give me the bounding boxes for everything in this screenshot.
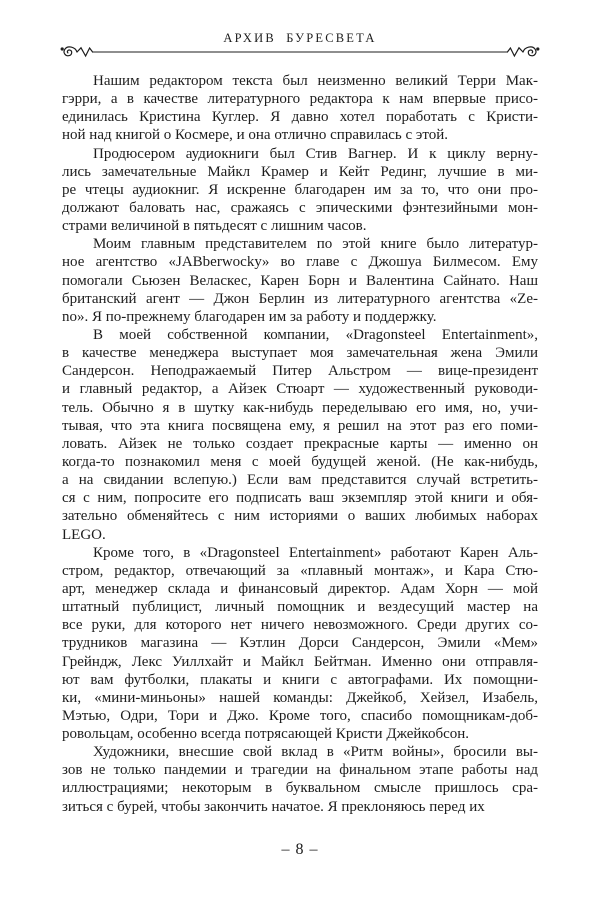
text-line: ся с ним, попросите его подписать ваш экземпляр этой книги и обя- <box>62 490 538 507</box>
text-line: ре чтецы аудиокниг. Я искренне благодарен им за то, что они про- <box>62 181 538 198</box>
scroll-flourish-icon <box>507 47 539 56</box>
text-line: В моей собственной компании, «Dragonsteel Entertainment», <box>93 326 538 343</box>
paragraph <box>62 326 538 544</box>
text-line: Кроме того, в «Dragonsteel Entertainment» работают Карен Аль- <box>93 544 538 561</box>
paragraph <box>62 145 538 236</box>
text-line: Грейндж, Лекс Уиллхайт и Майкл Бейтман. Именно они отправля- <box>62 653 538 670</box>
paragraph <box>62 235 538 326</box>
text-line: и главный редактор, а Айзек Стюарт — художественный руководи- <box>62 381 538 398</box>
text-line: страми величиной в пятьдесят с лишним часов. <box>62 218 367 235</box>
text-line: no». Я по-прежнему благодарен им за работу и поддержку. <box>62 308 437 325</box>
text-line: ловать. Айзек не только создает прекрасные карты — именно он <box>62 435 538 452</box>
text-line: трудников магазина — Кэтлин Дорси Сандерсон, Эмили «Мем» <box>62 635 538 652</box>
text-line: единилась Кристина Куглер. Я давно хотел поработать с Кристи- <box>62 109 538 126</box>
text-line: когда-то познакомил меня с моей будущей женой. (Не как-нибудь, <box>62 453 538 470</box>
text-line: Продюсером аудиокниги был Стив Вагнер. И к циклу верну- <box>93 145 538 162</box>
text-line: Сандерсон. Неподражаемый Питер Альстром — вице-президент <box>62 363 538 380</box>
text-line: Нашим редактором текста был неизменно великий Терри Мак- <box>93 73 538 89</box>
text-line: зов не только пандемии и трагедии на финальном этапе работы над <box>62 762 538 779</box>
page-text <box>62 72 538 816</box>
text-line: LEGO. <box>62 526 106 543</box>
scroll-flourish-icon <box>61 47 93 56</box>
text-line: Моим главным представителем по этой книге было литератур- <box>93 236 538 253</box>
running-header-title: АРХИВ БУРЕСВЕТА <box>223 31 377 45</box>
text-line: а на свидании вслепую.) Если вам представится случай встретить- <box>62 472 538 489</box>
text-line: тель. Обычно я в шутку как-нибудь переделываю его имя, но, учи- <box>62 399 538 416</box>
text-line: арт, менеджер склада и финансовый директор. Адам Хорн — мой <box>62 580 538 597</box>
paragraph <box>62 72 538 145</box>
text-line: стром, редактор, отвечающий за «плавный монтаж», и Кара Стю- <box>62 562 538 579</box>
text-line: Мэтью, Одри, Тори и Джо. Кроме того, спасибо помощникам-доб- <box>62 707 538 724</box>
text-line: лись замечательные Майкл Крамер и Кейт Рединг, лучшие в ми- <box>62 163 538 180</box>
text-line: ное агентство «JABberwocky» во главе с Джошуа Билмесом. Ему <box>62 254 538 271</box>
text-line: ной над книгой о Космере, и она отлично справилась с этой. <box>62 127 448 144</box>
text-line: ют вам футболки, плакаты и книги с автографами. Их помощни- <box>62 671 538 688</box>
text-line: ровольцам, особенно всегда потрясающей Кристи Джейкобсон. <box>62 726 470 743</box>
text-line: зиться с бурей, чтобы закончить начатое. Я преклоняюсь перед их <box>62 798 485 815</box>
text-line: британский агент — Джон Берлин из литературного агентства «Ze- <box>62 290 538 307</box>
text-line: иллюстрациями; некоторым в буквальном смысле пришлось сра- <box>62 780 538 797</box>
text-line: помогали Сьюзен Веласкес, Карен Борн и Валентина Сайнато. Наш <box>62 272 538 289</box>
text-line: должают баловать нас, сражаясь с эпическими фэнтезийными мон- <box>62 199 538 216</box>
text-line: штатный публицист, личный помощник и вездесущий мастер на <box>62 599 538 616</box>
paragraph <box>62 743 538 816</box>
text-line: зательно обменяйтесь с ним историями о ваших любимых наборах <box>62 508 538 525</box>
text-line: Художники, внесшие свой вклад в «Ритм войны», бросили вы- <box>93 744 538 761</box>
page-number: – 8 – <box>281 841 319 858</box>
text-line: ки, «мини-миньоны» нашей команды: Джейкоб, Хейзел, Изабель, <box>62 689 538 706</box>
text-line: тывая, что эта книга посвящена ему, я решил на этот раз его поми- <box>62 417 538 434</box>
ornamental-divider <box>60 43 540 61</box>
text-line: все руки, для которого нет ничего невозможного. Среди других со- <box>62 617 538 634</box>
text-line: в качестве менеджера выступает моя замечательная жена Эмили <box>62 345 538 362</box>
paragraph <box>62 544 538 744</box>
text-line: гэрри, а в качестве литературного редактора к нам впервые присо- <box>62 91 538 108</box>
